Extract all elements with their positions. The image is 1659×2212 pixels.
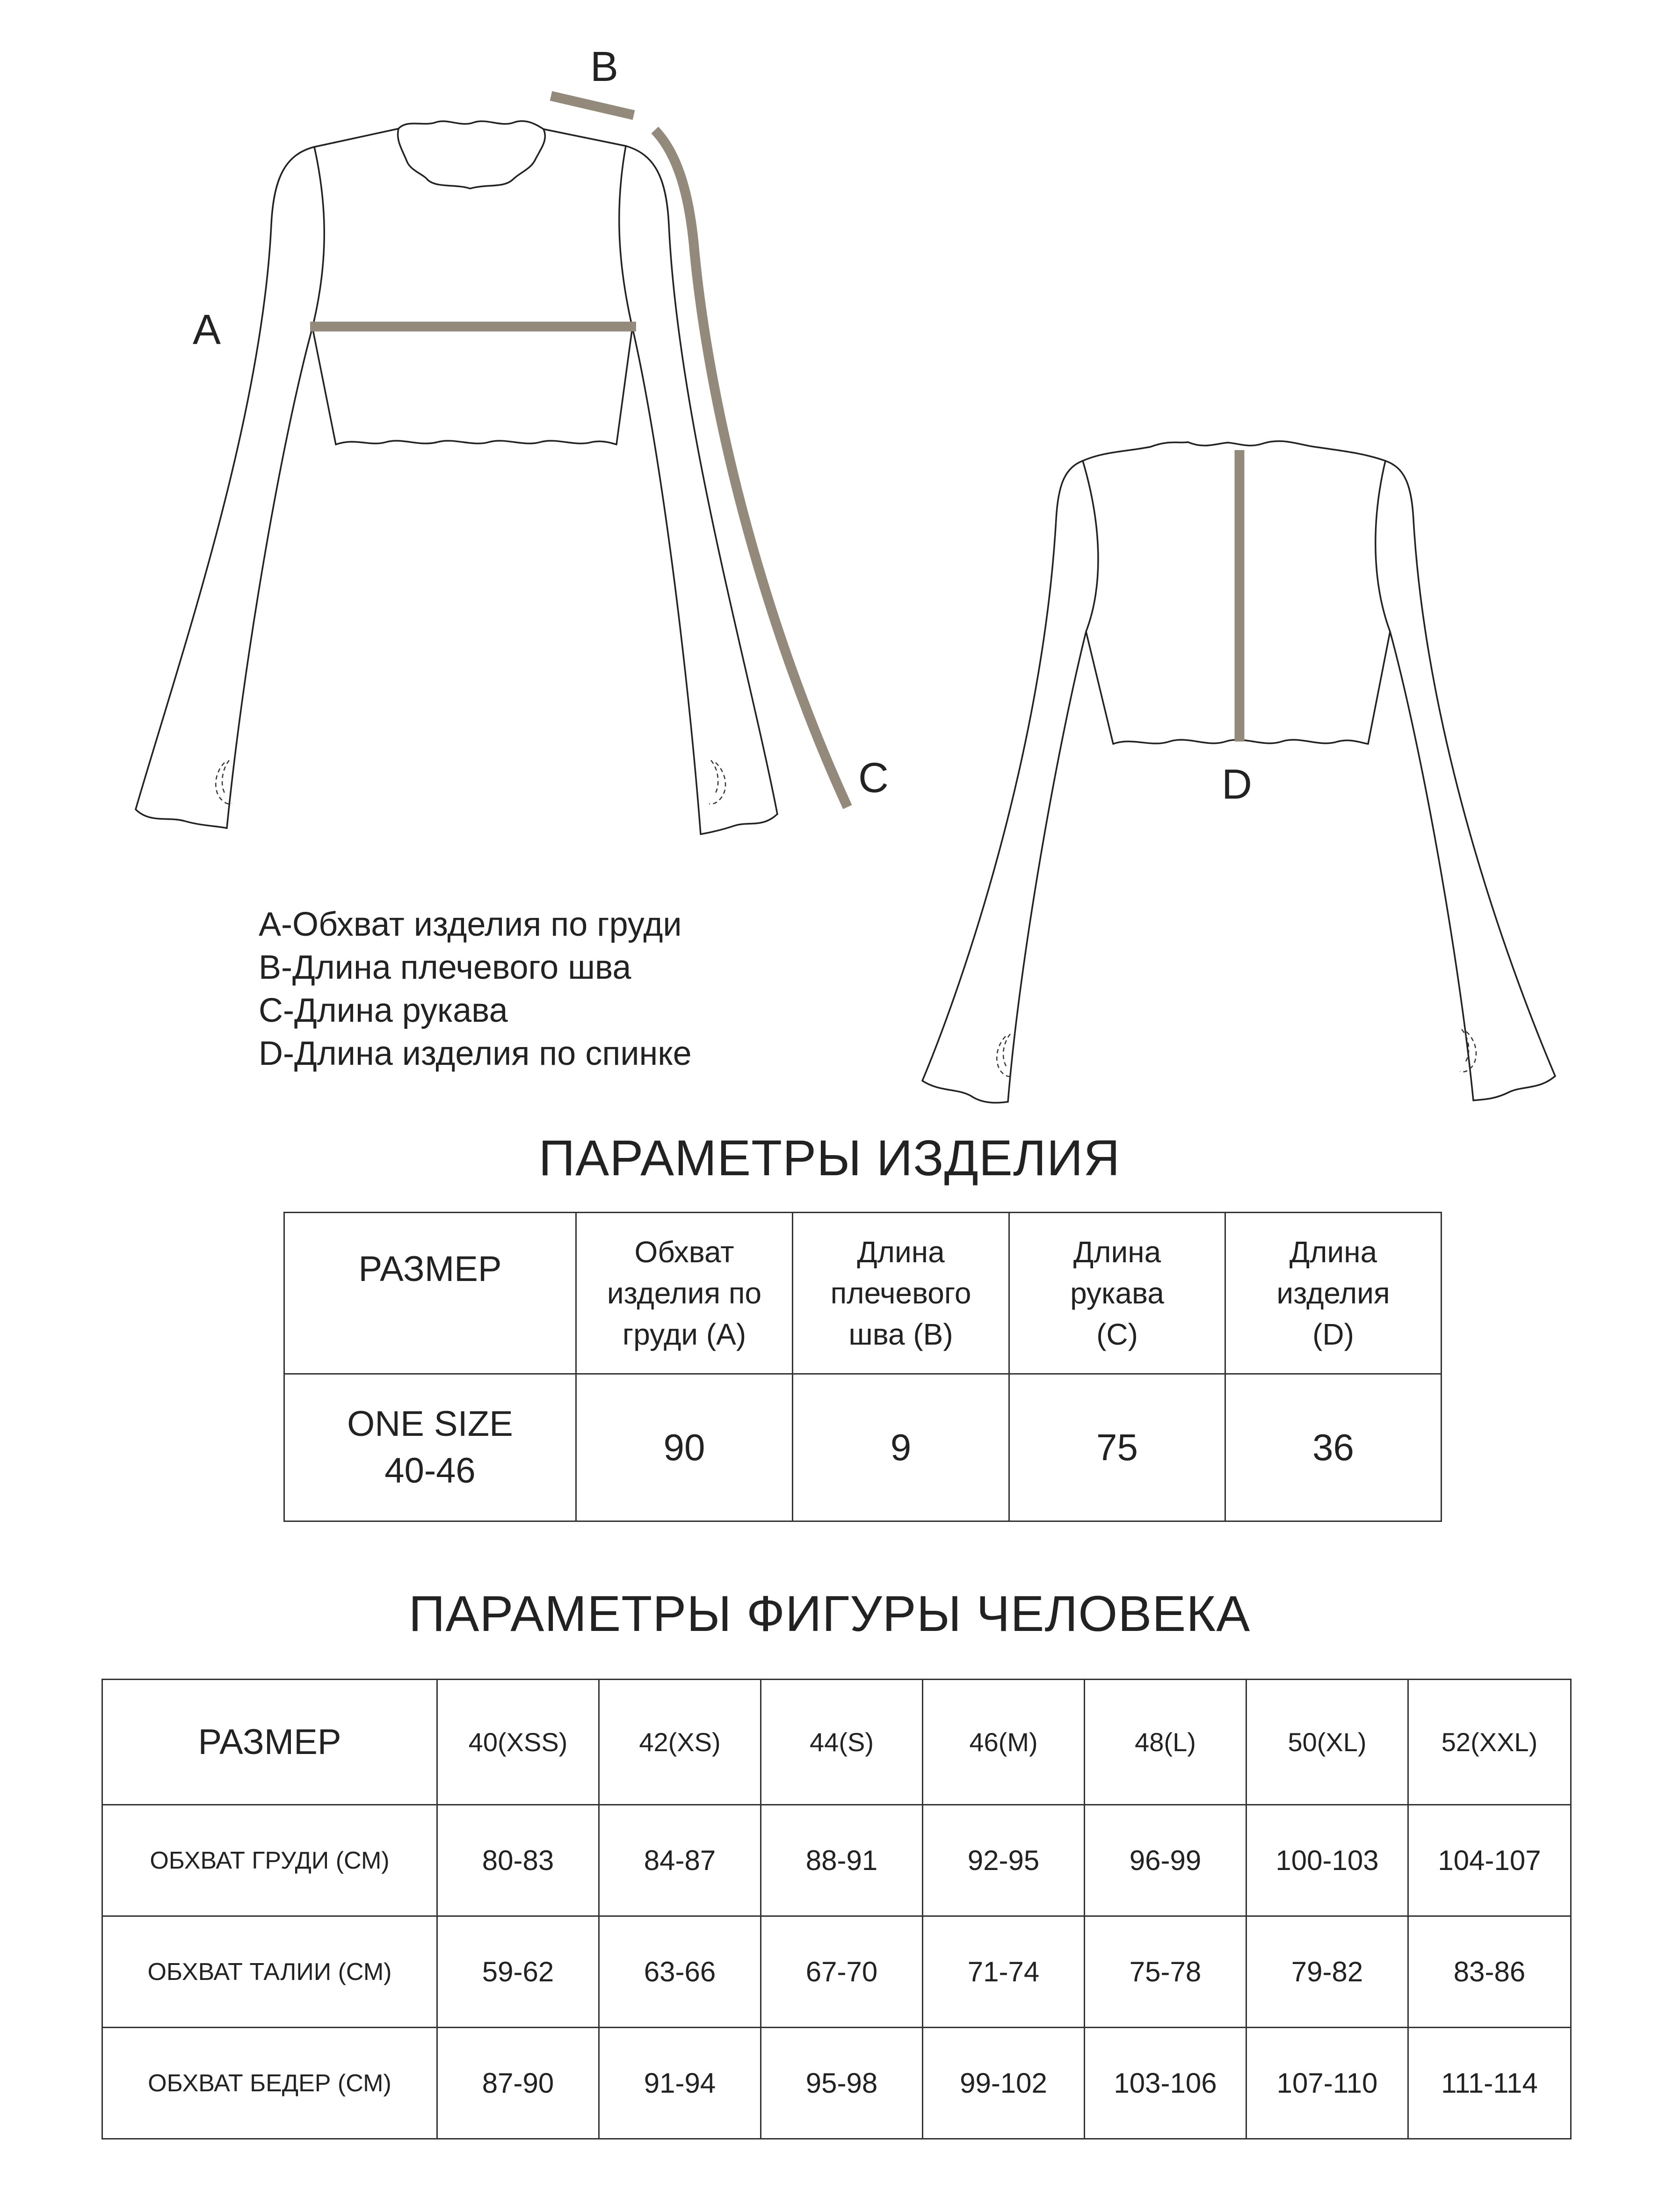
body-cell: 96-99: [1085, 1805, 1246, 1916]
label-a: A: [193, 306, 221, 353]
measurement-legend: [259, 903, 692, 1075]
body-cell: 91-94: [599, 2028, 761, 2139]
body-cell: 80-83: [437, 1805, 599, 1916]
body-cell: 104-107: [1408, 1805, 1571, 1916]
body-size-col: 48(L): [1085, 1680, 1246, 1805]
label-d: D: [1222, 761, 1252, 808]
body-cell: 79-82: [1246, 1916, 1408, 2028]
body-size-col: 50(XL): [1246, 1680, 1408, 1805]
body-cell: 84-87: [599, 1805, 761, 1916]
body-header-size: РАЗМЕР: [102, 1680, 437, 1805]
product-value-length: 36: [1225, 1374, 1442, 1521]
body-cell: 67-70: [761, 1916, 923, 2028]
body-size-col: 42(XS): [599, 1680, 761, 1805]
legend-item-a: A-Обхват изделия по груди: [259, 906, 682, 943]
product-value-shoulder: 9: [793, 1374, 1009, 1521]
body-cell: 103-106: [1085, 2028, 1246, 2139]
label-b: B: [590, 44, 619, 90]
measure-c-sleeve-line: [655, 130, 848, 807]
body-cell: 111-114: [1408, 2028, 1571, 2139]
product-header-shoulder: Длина плечевого шва (B): [793, 1213, 1009, 1374]
product-value-chest: 90: [576, 1374, 793, 1521]
body-params-header-row: [102, 1680, 1571, 1805]
front-view-sketch: [136, 121, 777, 834]
measure-b-shoulder-line: [551, 96, 634, 115]
body-params-title: ПАРАМЕТРЫ ФИГУРЫ ЧЕЛОВЕКА: [408, 1585, 1251, 1642]
body-row-label: ОБХВАТ ГРУДИ (СМ): [102, 1805, 437, 1916]
body-size-col: 52(XXL): [1408, 1680, 1571, 1805]
body-row-hips: [102, 2028, 1571, 2139]
body-cell: 71-74: [923, 1916, 1085, 2028]
product-params-header-row: [284, 1213, 1442, 1374]
body-size-col: 46(M): [923, 1680, 1085, 1805]
product-params-table: [283, 1212, 1442, 1522]
body-size-col: 44(S): [761, 1680, 923, 1805]
body-cell: 87-90: [437, 2028, 599, 2139]
body-cell: 83-86: [1408, 1916, 1571, 2028]
body-cell: 99-102: [923, 2028, 1085, 2139]
legend-item-d: D-Длина изделия по спинке: [259, 1035, 692, 1072]
product-params-title: ПАРАМЕТРЫ ИЗДЕЛИЯ: [538, 1129, 1121, 1186]
body-row-label: ОБХВАТ БЕДЕР (СМ): [102, 2028, 437, 2139]
product-size-one-size: ONE SIZE 40-46: [284, 1374, 576, 1521]
body-params-table: [101, 1679, 1572, 2139]
product-value-sleeve: 75: [1009, 1374, 1225, 1521]
product-header-sleeve: Длина рукава (C): [1009, 1213, 1225, 1374]
body-row-label: ОБХВАТ ТАЛИИ (СМ): [102, 1916, 437, 2028]
body-row-waist: [102, 1916, 1571, 2028]
legend-item-c: C-Длина рукава: [259, 992, 508, 1029]
product-header-length: Длина изделия (D): [1225, 1213, 1442, 1374]
legend-item-b: B-Длина плечевого шва: [259, 949, 631, 986]
body-cell: 107-110: [1246, 2028, 1408, 2139]
product-header-size: РАЗМЕР: [284, 1213, 576, 1374]
body-cell: 92-95: [923, 1805, 1085, 1916]
product-params-value-row: [284, 1374, 1442, 1521]
label-c: C: [858, 755, 889, 801]
body-cell: 63-66: [599, 1916, 761, 2028]
body-cell: 75-78: [1085, 1916, 1246, 2028]
body-row-chest: [102, 1805, 1571, 1916]
body-cell: 88-91: [761, 1805, 923, 1916]
body-cell: 100-103: [1246, 1805, 1408, 1916]
body-cell: 95-98: [761, 2028, 923, 2139]
body-size-col: 40(XSS): [437, 1680, 599, 1805]
product-header-chest: Обхват изделия по груди (A): [576, 1213, 793, 1374]
measurement-lines-front: [310, 96, 848, 807]
body-cell: 59-62: [437, 1916, 599, 2028]
